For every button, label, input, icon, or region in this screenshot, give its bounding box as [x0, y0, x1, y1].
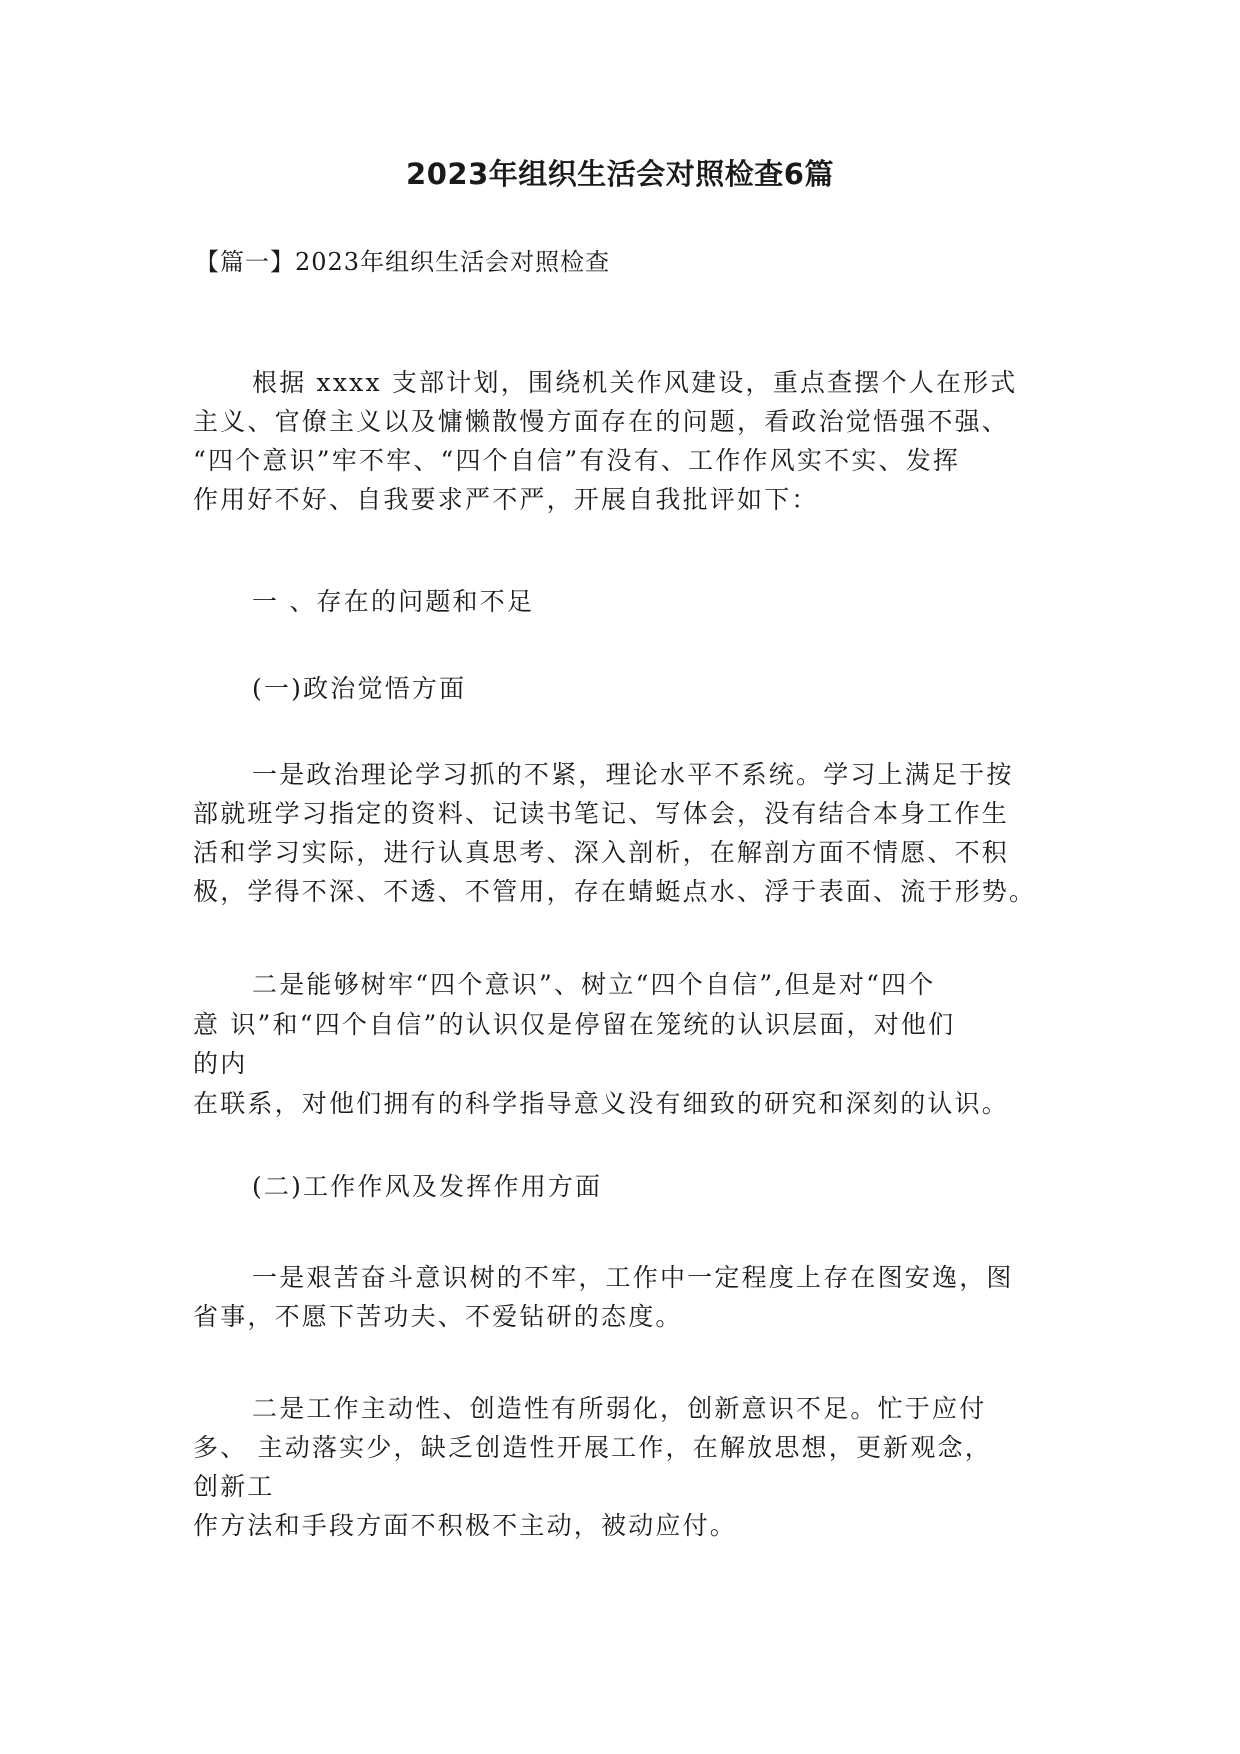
paragraph-line: 部就班学习指定的资料、记读书笔记、写体会，没有结合本身工作生 — [193, 799, 1010, 828]
paragraph-line: (一)政治觉悟方面 — [252, 674, 467, 703]
paragraph-line: 活和学习实际，进行认真思考、深入剖析，在解剖方面不情愿、不积 — [193, 838, 1010, 867]
paragraph-line: (二)工作作风及发挥作用方面 — [252, 1172, 603, 1201]
paragraph-line: 创新工 — [193, 1472, 275, 1501]
paragraph-line: 二是能够树牢“四个意识”、树立“四个自信”,但是对“四个 — [252, 970, 936, 999]
paragraph-line: 省事，不愿下苦功夫、不爱钻研的态度。 — [193, 1302, 683, 1331]
paragraph-line: 二是工作主动性、创造性有所弱化，创新意识不足。忙于应付 — [252, 1394, 987, 1423]
paragraph-line: “四个意识”牢不牢、“四个自信”有没有、工作作风实不实、发挥 — [193, 446, 961, 475]
section-heading: 【篇一】2023年组织生活会对照检查 — [195, 248, 611, 276]
paragraph-line: 多、 主动落实少，缺乏创造性开展工作，在解放思想，更新观念， — [193, 1433, 992, 1462]
paragraph-line: 的内 — [193, 1049, 248, 1078]
paragraph-line: 在联系，对他们拥有的科学指导意义没有细致的研究和深刻的认识。 — [193, 1089, 1010, 1118]
paragraph-line: 极，学得不深、不透、不管用，存在蜻蜓点水、浮于表面、流于形势。 — [193, 877, 1037, 906]
document-title: 2023年组织生活会对照检查6篇 — [406, 157, 834, 191]
paragraph-line: 一 、存在的问题和不足 — [252, 587, 535, 616]
paragraph-line: 根据 xxxx 支部计划，围绕机关作风建设，重点查摆个人在形式 — [252, 368, 1018, 397]
paragraph-line: 作方法和手段方面不积极不主动，被动应付。 — [193, 1511, 738, 1540]
paragraph-line: 主义、官僚主义以及慵懒散慢方面存在的问题，看政治觉悟强不强、 — [193, 407, 1010, 436]
paragraph-line: 一是政治理论学习抓的不紧，理论水平不系统。学习上满足于按 — [252, 760, 1014, 789]
paragraph-line: 一是艰苦奋斗意识树的不牢，工作中一定程度上存在图安逸，图 — [252, 1263, 1014, 1292]
paragraph-line: 作用好不好、自我要求严不严，开展自我批评如下： — [193, 485, 819, 514]
paragraph-line: 意 识”和“四个自信”的认识仅是停留在笼统的认识层面，对他们 — [193, 1010, 956, 1039]
